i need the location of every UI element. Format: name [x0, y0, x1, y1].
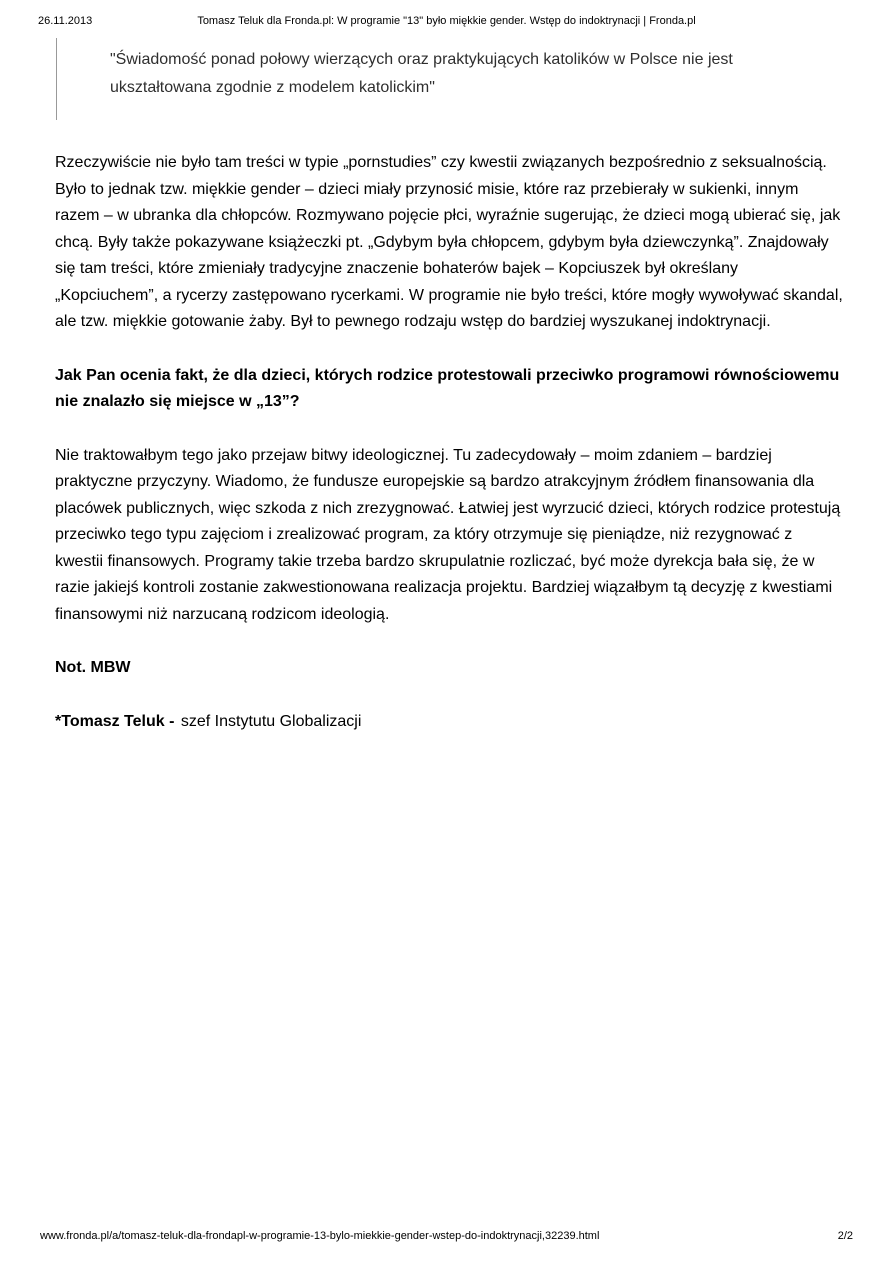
note-credit: Not. MBW — [55, 659, 131, 676]
signature-role: szef Instytutu Globalizacji — [180, 712, 362, 730]
article-paragraph-2: Nie traktowałbym tego jako przejaw bitwy ideologicznej. Tu zadecydowały – moim zdaniem – bardziej praktyczne przyczyny. Wiadomo, że fundusze europejskie są bardzo atrakcyjnym źródłem finansowania dla placówek publicznych, więc szkoda z nich zrezygnować. Łatwiej jest wyrzucić dzieci, których rodzice protestują przeciwko tego typu zajęciom i zrealizować program, za który otrzymuje się pieniądze, niż rezygnować z kwestii finansowych. Programy takie trzeba bardzo skrupulatnie rozliczać, być może dyrekcja bała się, że w razie jakiejś kontroli zostanie zakwestionowana realizacja projektu. Bardziej wiązałbym tą decyzję z kwestiami finansowymi niż narzucaną rodzicom ideologią. — [55, 446, 841, 623]
page-number: 2/2 — [837, 1230, 853, 1242]
source-url: www.fronda.pl/a/tomasz-teluk-dla-frondapl-w-programie-13-bylo-miekkie-gender-wstep-do-indoktrynacji,32239.html — [40, 1230, 600, 1242]
pull-quote: "Świadomość ponad połowy wierzących oraz praktykujących katolików w Polsce nie jest ukształtowana zgodnie z modelem katolickim" — [56, 38, 843, 120]
signature-line — [55, 709, 843, 736]
interview-question: Jak Pan ocenia fakt, że dla dzieci, których rodzice protestowali przeciwko programowi równościowemu nie znalazło się miejsce w „13”? — [55, 366, 840, 410]
print-date: 26.11.2013 — [38, 15, 93, 27]
article-content — [55, 38, 843, 762]
article-paragraph-1: Rzeczywiście nie było tam treści w typie „pornstudies” czy kwestii związanych bezpośrednio z seksualnością. Było to jednak tzw. miękkie gender – dzieci miały przynosić misie, które raz przebierały w sukienki, innym razem – w ubranka dla chłopców. Rozmywano pojęcie płci, wyraźnie sugerując, że dzieci mogą ubierać się, jak chcą. Były także pokazywane książeczki pt. „Gdybym była chłopcem, gdybym była dziewczynką”. Znajdowały się tam treści, które zmieniały tradycyjne znaczenie bohaterów bajek – Kopciuszek był określany „Kopciuchem”, a rycerzy zastępowano rycerkami. W programie nie było treści, które mogły wywoływać skandal, ale tzw. miękkie gotowanie żaby. Był to pewnego rodzaju wstęp do bardziej wyszukanej indoktrynacji. — [55, 154, 843, 330]
document-title: Tomasz Teluk dla Fronda.pl: W programie "13" było miękkie gender. Wstęp do indoktrynacji | Fronda.pl — [197, 15, 696, 27]
signature-name: *Tomasz Teluk - — [55, 712, 175, 730]
print-footer — [40, 1230, 853, 1243]
print-header — [0, 15, 893, 28]
